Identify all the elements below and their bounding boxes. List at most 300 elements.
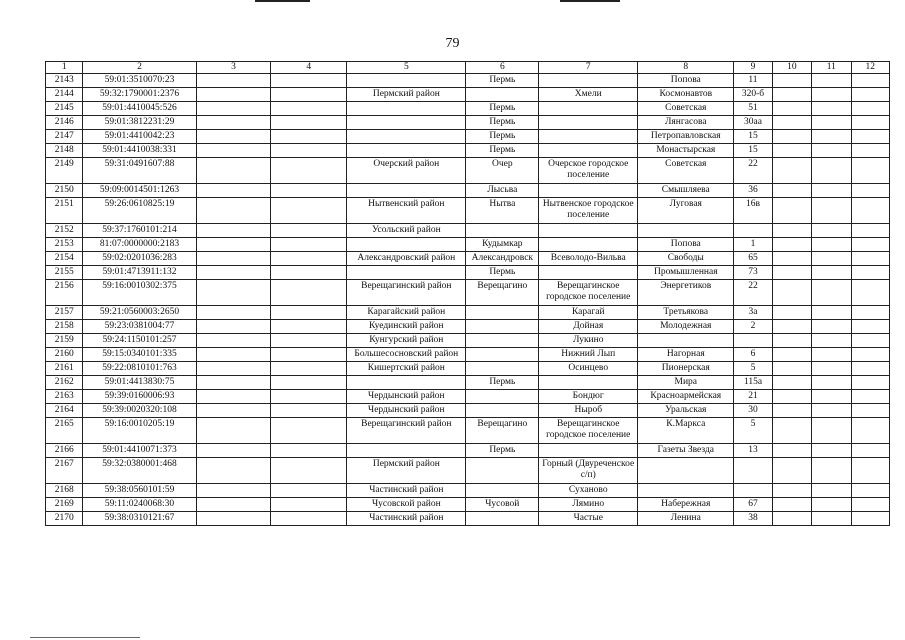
table-cell: 2148 xyxy=(46,144,83,158)
table-cell xyxy=(539,130,638,144)
table-cell: Очерское городское поселение xyxy=(539,158,638,184)
table-cell: 30аа xyxy=(734,116,772,130)
table-cell xyxy=(638,334,734,348)
table-cell: 2164 xyxy=(46,404,83,418)
table-cell: Пермь xyxy=(466,144,539,158)
table-row xyxy=(46,362,890,376)
table-cell: 2169 xyxy=(46,498,83,512)
table-cell xyxy=(851,498,890,512)
table-cell xyxy=(851,184,890,198)
table-cell: 2154 xyxy=(46,252,83,266)
table-cell xyxy=(772,74,811,88)
table-cell xyxy=(851,404,890,418)
table-cell: Чердынский район xyxy=(347,404,466,418)
table-row xyxy=(46,238,890,252)
table-cell xyxy=(772,238,811,252)
table-cell xyxy=(851,130,890,144)
table-cell xyxy=(772,444,811,458)
table-row xyxy=(46,306,890,320)
table-cell: 115а xyxy=(734,376,772,390)
column-header: 5 xyxy=(347,62,466,74)
table-cell: Советская xyxy=(638,102,734,116)
table-cell xyxy=(812,130,851,144)
table-cell: Нытвенское городское поселение xyxy=(539,198,638,224)
table-cell: 5 xyxy=(734,362,772,376)
table-cell xyxy=(347,444,466,458)
table-cell xyxy=(772,498,811,512)
table-row xyxy=(46,102,890,116)
table-row xyxy=(46,390,890,404)
table-cell: Пермь xyxy=(466,74,539,88)
table-cell: Чусовой xyxy=(466,498,539,512)
table-cell xyxy=(271,184,347,198)
table-cell xyxy=(812,306,851,320)
table-cell xyxy=(196,418,271,444)
table-cell: 2 xyxy=(734,320,772,334)
table-cell xyxy=(196,74,271,88)
table-cell xyxy=(772,484,811,498)
table-cell: 59:38:0310121:67 xyxy=(83,512,196,526)
table-cell xyxy=(466,334,539,348)
table-cell xyxy=(196,198,271,224)
table-cell: Нагорная xyxy=(638,348,734,362)
table-row xyxy=(46,376,890,390)
table-cell xyxy=(812,116,851,130)
table-cell xyxy=(539,266,638,280)
column-header: 3 xyxy=(196,62,271,74)
table-cell xyxy=(196,224,271,238)
table-cell xyxy=(772,130,811,144)
table-cell xyxy=(851,444,890,458)
table-row xyxy=(46,320,890,334)
table-cell xyxy=(812,280,851,306)
table-cell xyxy=(196,130,271,144)
table-cell: Бондюг xyxy=(539,390,638,404)
table-cell: 59:01:4410038:331 xyxy=(83,144,196,158)
table-cell: Пермь xyxy=(466,444,539,458)
table-cell xyxy=(196,498,271,512)
table-cell: 16в xyxy=(734,198,772,224)
table-cell xyxy=(271,458,347,484)
table-cell xyxy=(812,102,851,116)
table-cell: Пермь xyxy=(466,266,539,280)
table-cell xyxy=(638,224,734,238)
table-cell xyxy=(196,362,271,376)
table-cell xyxy=(638,458,734,484)
table-cell xyxy=(196,158,271,184)
table-cell xyxy=(539,184,638,198)
table-cell: 2165 xyxy=(46,418,83,444)
table-cell xyxy=(812,144,851,158)
table-cell: Набережная xyxy=(638,498,734,512)
table-cell xyxy=(466,458,539,484)
table-cell xyxy=(539,376,638,390)
table-cell: Кудымкар xyxy=(466,238,539,252)
table-cell xyxy=(812,184,851,198)
table-cell xyxy=(466,390,539,404)
table-cell: Пионерская xyxy=(638,362,734,376)
table-cell: 2156 xyxy=(46,280,83,306)
table-cell xyxy=(466,512,539,526)
table-cell: Чердынский район xyxy=(347,390,466,404)
table-cell: Советская xyxy=(638,158,734,184)
table-cell: 2147 xyxy=(46,130,83,144)
table-cell xyxy=(466,484,539,498)
table-cell xyxy=(271,130,347,144)
table-cell: 2149 xyxy=(46,158,83,184)
table-cell: 2163 xyxy=(46,390,83,404)
register-table xyxy=(45,61,890,526)
header-row xyxy=(46,62,890,74)
table-cell: 59:01:4413830:75 xyxy=(83,376,196,390)
table-cell: 59:09:0014501:1263 xyxy=(83,184,196,198)
table-cell: 2166 xyxy=(46,444,83,458)
table-row xyxy=(46,130,890,144)
table-cell: Пермь xyxy=(466,102,539,116)
table-cell: Верещагинское городское поселение xyxy=(539,418,638,444)
table-cell: Карагайский район xyxy=(347,306,466,320)
table-cell xyxy=(271,306,347,320)
table-cell xyxy=(812,334,851,348)
table-cell xyxy=(196,184,271,198)
table-row xyxy=(46,224,890,238)
table-cell xyxy=(812,418,851,444)
table-cell xyxy=(638,484,734,498)
table-cell: 11 xyxy=(734,74,772,88)
table-cell: Усольский район xyxy=(347,224,466,238)
table-cell xyxy=(271,116,347,130)
table-cell xyxy=(851,458,890,484)
table-cell xyxy=(271,252,347,266)
column-header: 7 xyxy=(539,62,638,74)
table-cell: 2158 xyxy=(46,320,83,334)
table-cell: К.Маркса xyxy=(638,418,734,444)
table-cell xyxy=(812,198,851,224)
table-cell: 59:22:0810101:763 xyxy=(83,362,196,376)
table-cell: 2155 xyxy=(46,266,83,280)
table-cell: 59:01:4410071:373 xyxy=(83,444,196,458)
table-cell: 15 xyxy=(734,130,772,144)
table-cell: 67 xyxy=(734,498,772,512)
table-cell xyxy=(851,320,890,334)
table-cell: 2144 xyxy=(46,88,83,102)
table-cell xyxy=(271,280,347,306)
table-cell xyxy=(772,252,811,266)
table-cell: Александровский район xyxy=(347,252,466,266)
table-cell xyxy=(772,320,811,334)
table-cell: 2161 xyxy=(46,362,83,376)
table-cell xyxy=(851,158,890,184)
table-cell xyxy=(271,376,347,390)
table-cell: 59:32:1790001:2376 xyxy=(83,88,196,102)
table-cell: Частинский район xyxy=(347,484,466,498)
table-cell: 38 xyxy=(734,512,772,526)
table-cell: Пермский район xyxy=(347,458,466,484)
table-cell: Очер xyxy=(466,158,539,184)
table-cell xyxy=(271,334,347,348)
table-cell: Нытва xyxy=(466,198,539,224)
table-cell xyxy=(812,390,851,404)
table-cell: Горный (Двуреченское с/п) xyxy=(539,458,638,484)
table-cell xyxy=(271,74,347,88)
table-cell xyxy=(812,458,851,484)
table-cell: 2160 xyxy=(46,348,83,362)
table-cell xyxy=(851,238,890,252)
table-row xyxy=(46,116,890,130)
table-cell: 15 xyxy=(734,144,772,158)
table-cell xyxy=(812,362,851,376)
table-cell: Александровск xyxy=(466,252,539,266)
table-cell xyxy=(812,484,851,498)
table-cell xyxy=(271,348,347,362)
table-cell xyxy=(466,362,539,376)
table-cell: 2145 xyxy=(46,102,83,116)
table-cell: 59:01:3510070:23 xyxy=(83,74,196,88)
table-cell: 30 xyxy=(734,404,772,418)
table-cell xyxy=(851,144,890,158)
table-cell: 59:21:0560003:2650 xyxy=(83,306,196,320)
table-cell xyxy=(812,88,851,102)
table-cell: 59:02:0201036:283 xyxy=(83,252,196,266)
table-cell xyxy=(812,498,851,512)
top-rule-right xyxy=(560,0,620,2)
table-cell: Пермский район xyxy=(347,88,466,102)
table-row xyxy=(46,266,890,280)
table-row xyxy=(46,252,890,266)
table-cell: 2152 xyxy=(46,224,83,238)
table-cell xyxy=(851,512,890,526)
table-cell xyxy=(196,306,271,320)
table-cell xyxy=(347,238,466,252)
table-cell xyxy=(772,334,811,348)
table-cell: 6 xyxy=(734,348,772,362)
table-cell xyxy=(851,348,890,362)
page-number: 79 xyxy=(445,36,460,51)
table-cell xyxy=(851,306,890,320)
table-cell xyxy=(851,224,890,238)
table-cell xyxy=(851,334,890,348)
table-row xyxy=(46,88,890,102)
table-cell: 59:15:0340101:335 xyxy=(83,348,196,362)
table-cell xyxy=(812,348,851,362)
table-cell: Уральская xyxy=(638,404,734,418)
table-cell: Кунгурский район xyxy=(347,334,466,348)
table-cell: Пермь xyxy=(466,376,539,390)
table-cell: 2167 xyxy=(46,458,83,484)
table-cell xyxy=(271,238,347,252)
table-cell: Энергетиков xyxy=(638,280,734,306)
table-row xyxy=(46,198,890,224)
table-cell xyxy=(271,512,347,526)
table-cell xyxy=(196,444,271,458)
table-cell xyxy=(812,158,851,184)
table-cell xyxy=(196,252,271,266)
table-cell xyxy=(196,116,271,130)
table-cell xyxy=(539,74,638,88)
table-cell xyxy=(772,280,811,306)
table-cell: 59:23:0381004:77 xyxy=(83,320,196,334)
table-cell: 73 xyxy=(734,266,772,280)
table-cell: Смышляева xyxy=(638,184,734,198)
column-header: 9 xyxy=(734,62,772,74)
table-cell xyxy=(812,512,851,526)
table-cell xyxy=(271,198,347,224)
table-cell xyxy=(271,484,347,498)
table-row xyxy=(46,444,890,458)
table-row xyxy=(46,348,890,362)
table-cell: 59:16:0010302:375 xyxy=(83,280,196,306)
table-cell xyxy=(196,376,271,390)
table-cell xyxy=(772,102,811,116)
table-cell xyxy=(347,376,466,390)
table-cell: Мира xyxy=(638,376,734,390)
table-cell xyxy=(466,88,539,102)
table-row xyxy=(46,484,890,498)
table-cell: 22 xyxy=(734,158,772,184)
table-cell: Дойная xyxy=(539,320,638,334)
table-cell xyxy=(539,444,638,458)
table-cell: Верещагинский район xyxy=(347,280,466,306)
table-cell xyxy=(812,404,851,418)
table-cell xyxy=(812,376,851,390)
table-cell xyxy=(539,116,638,130)
table-cell xyxy=(466,348,539,362)
table-cell: 59:31:0491607:88 xyxy=(83,158,196,184)
table-cell: 59:32:0380001:468 xyxy=(83,458,196,484)
table-cell: Куединский район xyxy=(347,320,466,334)
table-cell xyxy=(271,418,347,444)
table-cell: Монастырская xyxy=(638,144,734,158)
table-cell xyxy=(772,88,811,102)
table-cell xyxy=(347,74,466,88)
table-cell xyxy=(851,376,890,390)
table-cell xyxy=(347,144,466,158)
table-cell xyxy=(539,102,638,116)
table-cell xyxy=(196,144,271,158)
table-cell: Космонавтов xyxy=(638,88,734,102)
table-cell: 2150 xyxy=(46,184,83,198)
table-cell xyxy=(196,88,271,102)
table-cell: 2157 xyxy=(46,306,83,320)
table-cell xyxy=(196,320,271,334)
table-cell: 2159 xyxy=(46,334,83,348)
table-cell: 21 xyxy=(734,390,772,404)
table-cell: 2168 xyxy=(46,484,83,498)
top-rule-left xyxy=(255,0,310,2)
table-cell: Промышленная xyxy=(638,266,734,280)
table-cell: 59:39:0020320:108 xyxy=(83,404,196,418)
table-cell xyxy=(772,404,811,418)
table-cell xyxy=(271,390,347,404)
table-cell: Газеты Звезда xyxy=(638,444,734,458)
table-cell: Лысьва xyxy=(466,184,539,198)
table-cell xyxy=(851,102,890,116)
table-cell: Очерский район xyxy=(347,158,466,184)
table-cell xyxy=(347,102,466,116)
table-cell xyxy=(466,404,539,418)
table-cell: Верещагинское городское поселение xyxy=(539,280,638,306)
table-cell: 2170 xyxy=(46,512,83,526)
table-cell: Кишертский район xyxy=(347,362,466,376)
table-cell xyxy=(772,116,811,130)
table-cell: Ленина xyxy=(638,512,734,526)
table-row xyxy=(46,458,890,484)
table-cell xyxy=(196,512,271,526)
bottom-rule xyxy=(30,637,140,638)
table-row xyxy=(46,280,890,306)
table-cell: 13 xyxy=(734,444,772,458)
table-cell xyxy=(539,224,638,238)
table-cell: Чусовской район xyxy=(347,498,466,512)
table-cell xyxy=(812,224,851,238)
column-header: 10 xyxy=(772,62,811,74)
table-cell xyxy=(851,362,890,376)
table-cell: Нижний Лып xyxy=(539,348,638,362)
table-cell: 5 xyxy=(734,418,772,444)
table-cell xyxy=(851,74,890,88)
table-cell: Суханово xyxy=(539,484,638,498)
table-cell xyxy=(271,498,347,512)
table-cell xyxy=(196,334,271,348)
table-cell: 59:01:3812231:29 xyxy=(83,116,196,130)
table-cell xyxy=(851,266,890,280)
table-cell: 59:24:1150101:257 xyxy=(83,334,196,348)
column-header: 2 xyxy=(83,62,196,74)
table-cell: Верещагино xyxy=(466,280,539,306)
table-cell: Большесосновский район xyxy=(347,348,466,362)
table-cell xyxy=(271,266,347,280)
table-cell xyxy=(734,458,772,484)
column-header: 1 xyxy=(46,62,83,74)
table-cell: 59:01:4410042:23 xyxy=(83,130,196,144)
table-row xyxy=(46,74,890,88)
table-cell xyxy=(772,184,811,198)
table-cell xyxy=(271,404,347,418)
table-cell xyxy=(851,390,890,404)
table-cell: 22 xyxy=(734,280,772,306)
column-header: 6 xyxy=(466,62,539,74)
table-cell: Лямино xyxy=(539,498,638,512)
table-cell xyxy=(734,484,772,498)
table-cell xyxy=(851,418,890,444)
table-cell xyxy=(772,198,811,224)
table-cell: 2146 xyxy=(46,116,83,130)
table-cell xyxy=(851,252,890,266)
table-cell xyxy=(851,116,890,130)
table-cell xyxy=(772,306,811,320)
table-cell: 2162 xyxy=(46,376,83,390)
table-cell: 2143 xyxy=(46,74,83,88)
table-cell: 59:01:4410045:526 xyxy=(83,102,196,116)
table-cell: 65 xyxy=(734,252,772,266)
table-cell xyxy=(772,266,811,280)
table-cell: 2153 xyxy=(46,238,83,252)
table-cell: 36 xyxy=(734,184,772,198)
table-cell xyxy=(196,238,271,252)
table-body xyxy=(46,74,890,526)
table-cell xyxy=(347,116,466,130)
table-cell: Лукино xyxy=(539,334,638,348)
table-cell xyxy=(196,484,271,498)
table-cell xyxy=(466,320,539,334)
table-cell: Карагай xyxy=(539,306,638,320)
table-cell xyxy=(466,306,539,320)
table-cell xyxy=(466,224,539,238)
table-cell xyxy=(271,144,347,158)
table-cell: 320-б xyxy=(734,88,772,102)
table-cell: Частинский район xyxy=(347,512,466,526)
table-cell xyxy=(271,444,347,458)
